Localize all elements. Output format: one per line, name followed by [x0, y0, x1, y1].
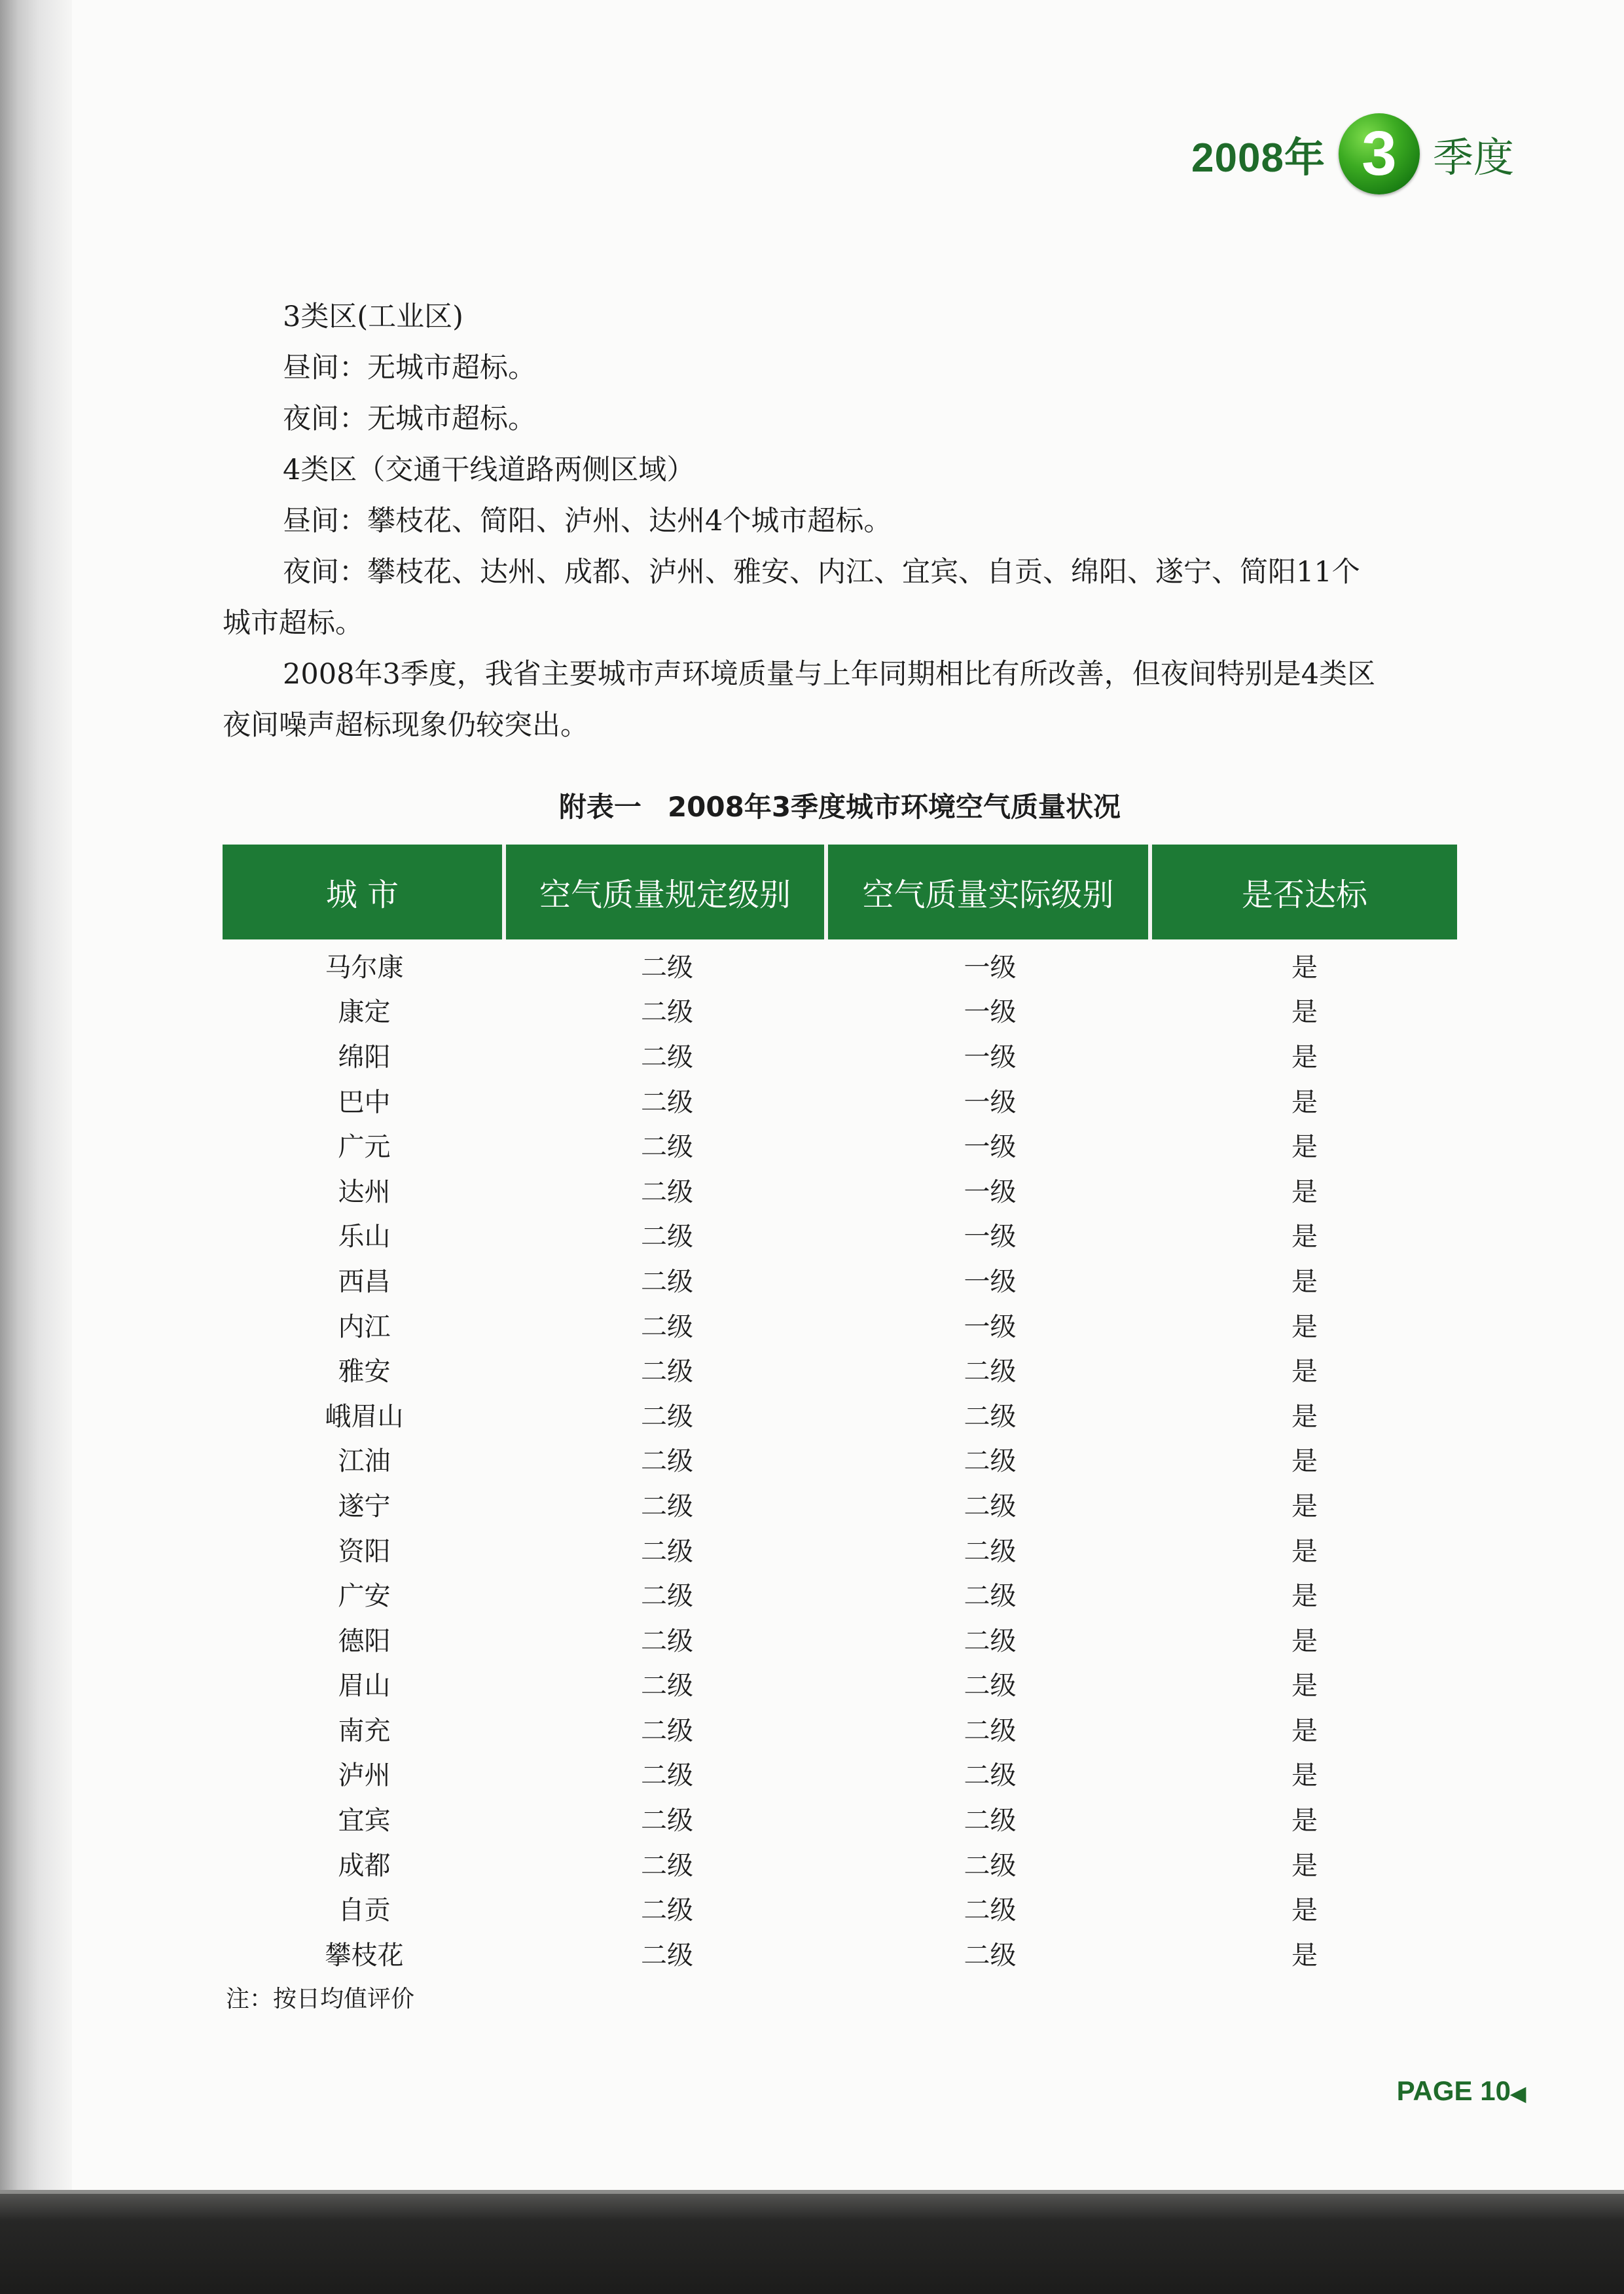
table-cell: 资阳	[338, 1536, 391, 1567]
table-cell: 康定	[338, 997, 391, 1028]
table-cell: 是	[1291, 1895, 1318, 1926]
table-cell: 二级	[641, 1311, 693, 1342]
table-cell: 是	[1291, 997, 1318, 1028]
table-cell: 二级	[641, 1536, 693, 1567]
table-cell: 一级	[964, 1176, 1017, 1207]
table-cell: 一级	[964, 1266, 1017, 1297]
body-text	[223, 291, 1460, 751]
table-cell: 是	[1291, 1581, 1318, 1612]
paragraph-line: 昼间：攀枝花、简阳、泸州、达州4个城市超标。	[283, 505, 892, 537]
table-cell: 二级	[641, 997, 693, 1028]
table-cell: 二级	[641, 1222, 693, 1252]
page-label: PAGE 10	[1396, 2075, 1511, 2106]
table-cell: 绵阳	[338, 1042, 391, 1072]
table-cell: 二级	[964, 1940, 1017, 1971]
page-number	[1397, 2075, 1526, 2107]
table-cell: 二级	[641, 1581, 693, 1612]
quarter-badge: 3	[1339, 113, 1420, 194]
table-cell: 二级	[964, 1491, 1017, 1521]
table-cell: 是	[1291, 1087, 1318, 1118]
table-cell: 是	[1291, 1132, 1318, 1163]
table-row	[223, 1167, 1457, 1212]
header-season: 季度	[1432, 133, 1514, 181]
table-cell: 成都	[338, 1850, 391, 1881]
table-cell: 二级	[964, 1895, 1017, 1926]
table-cell: 是	[1291, 1042, 1318, 1072]
table-row	[223, 1078, 1457, 1123]
table-row	[223, 1662, 1457, 1707]
table-cell: 江油	[338, 1446, 391, 1477]
table-cell: 是	[1291, 1401, 1318, 1432]
table-cell: 是	[1291, 1176, 1318, 1207]
table-cell: 峨眉山	[325, 1401, 404, 1432]
table-row	[223, 1931, 1457, 1976]
table-cell: 一级	[964, 952, 1017, 983]
table-cell: 二级	[964, 1356, 1017, 1387]
table-cell: 二级	[964, 1401, 1017, 1432]
table-cell: 是	[1291, 1222, 1318, 1252]
table-cell: 泸州	[338, 1760, 391, 1791]
paragraph-line: 夜间：攀枝花、达州、成都、泸州、雅安、内江、宜宾、自贡、绵阳、遂宁、简阳11个	[283, 556, 1360, 589]
table-header-cell: 空气质量规定级别	[506, 845, 828, 939]
table-cell: 自贡	[338, 1895, 391, 1926]
table-cell: 乐山	[338, 1222, 391, 1252]
table-cell: 是	[1291, 1626, 1318, 1656]
table-cell: 一级	[964, 1087, 1017, 1118]
table-cell: 一级	[964, 1311, 1017, 1342]
table-row	[223, 1796, 1457, 1841]
table-cell: 马尔康	[325, 952, 404, 983]
paragraph-line: 夜间噪声超标现象仍较突出。	[223, 709, 588, 742]
table-row	[223, 1392, 1457, 1437]
table-row	[223, 988, 1457, 1033]
table-row	[223, 1347, 1457, 1392]
table-row	[223, 1257, 1457, 1302]
table-cell: 二级	[641, 1042, 693, 1072]
paragraph-line: 4类区（交通干线道路两侧区域）	[283, 454, 695, 486]
table-caption-title: 2008年3季度城市环境空气质量状况	[667, 791, 1121, 823]
table-header-cell: 是否达标	[1241, 877, 1367, 913]
table-cell: 二级	[964, 1626, 1017, 1656]
table-cell: 二级	[641, 1356, 693, 1387]
table-cell: 内江	[338, 1311, 391, 1342]
table-cell: 二级	[641, 1715, 693, 1746]
scan-bottom-shadow	[0, 2190, 1624, 2294]
table-cell: 一级	[964, 1222, 1017, 1252]
table-cell: 眉山	[338, 1671, 391, 1702]
page-header	[1191, 111, 1514, 196]
table-cell: 二级	[641, 1401, 693, 1432]
table-cell: 是	[1291, 1940, 1318, 1971]
table-cell: 是	[1291, 952, 1318, 983]
paragraph-line: 夜间：无城市超标。	[283, 403, 536, 435]
table-cell: 是	[1291, 1266, 1318, 1297]
table-cell: 二级	[964, 1536, 1017, 1567]
table-cell: 是	[1291, 1311, 1318, 1342]
table-cell: 宜宾	[338, 1806, 391, 1836]
table-row	[223, 1841, 1457, 1886]
table-cell: 广元	[338, 1132, 391, 1163]
table-header-row	[223, 845, 1457, 939]
table-cell: 二级	[641, 1132, 693, 1163]
table-cell: 遂宁	[338, 1491, 391, 1521]
table-cell: 广安	[338, 1581, 391, 1612]
table-row	[223, 1482, 1457, 1527]
table-cell: 二级	[641, 1626, 693, 1656]
table-cell: 是	[1291, 1715, 1318, 1746]
table-row	[223, 1437, 1457, 1482]
table-cell: 是	[1291, 1491, 1318, 1521]
table-cell: 雅安	[338, 1356, 391, 1387]
table-cell: 是	[1291, 1806, 1318, 1836]
triangle-left-icon: ◀	[1510, 2083, 1526, 2105]
scan-spine-shadow	[0, 0, 72, 2294]
table-cell: 是	[1291, 1760, 1318, 1791]
table-cell: 二级	[641, 1446, 693, 1477]
table-cell: 二级	[964, 1760, 1017, 1791]
table-cell: 二级	[641, 1087, 693, 1118]
table-cell: 二级	[641, 1491, 693, 1521]
table-cell: 二级	[964, 1715, 1017, 1746]
table-row	[223, 1302, 1457, 1347]
table-caption-prefix: 附表一	[558, 791, 641, 823]
table-cell: 巴中	[338, 1087, 391, 1118]
table-cell: 攀枝花	[325, 1940, 404, 1971]
air-quality-table	[223, 845, 1457, 1976]
table-cell: 达州	[338, 1176, 391, 1207]
table-cell: 一级	[964, 1132, 1017, 1163]
table-header-cell: 城 市	[223, 845, 506, 939]
table-cell: 德阳	[338, 1626, 391, 1656]
table-row	[223, 1527, 1457, 1572]
table-cell: 二级	[641, 1266, 693, 1297]
table-row	[223, 1212, 1457, 1258]
table-cell: 是	[1291, 1356, 1318, 1387]
table-cell: 二级	[964, 1446, 1017, 1477]
table-row	[223, 1751, 1457, 1796]
paragraph-line: 昼间：无城市超标。	[283, 352, 536, 384]
table-cell: 二级	[964, 1806, 1017, 1836]
table-body	[223, 943, 1457, 1976]
table-cell: 二级	[641, 1895, 693, 1926]
table-caption	[223, 786, 1457, 825]
table-cell: 二级	[641, 1806, 693, 1836]
table-cell: 二级	[641, 1850, 693, 1881]
table-row	[223, 1032, 1457, 1078]
table-cell: 是	[1291, 1446, 1318, 1477]
table-cell: 二级	[641, 1671, 693, 1702]
table-row	[223, 943, 1457, 988]
table-cell: 二级	[641, 952, 693, 983]
table-row	[223, 1571, 1457, 1616]
table-note: 注：按日均值评价	[226, 1986, 415, 2012]
table-cell: 二级	[964, 1850, 1017, 1881]
paragraph-line: 3类区(工业区)	[283, 300, 463, 333]
table-cell: 西昌	[338, 1266, 391, 1297]
table-cell: 是	[1291, 1671, 1318, 1702]
header-year: 2008年	[1191, 135, 1326, 181]
table-cell: 二级	[641, 1176, 693, 1207]
table-row	[223, 1122, 1457, 1167]
table-cell: 二级	[964, 1671, 1017, 1702]
paragraph-line: 城市超标。	[223, 607, 363, 640]
table-cell: 是	[1291, 1536, 1318, 1567]
table-cell: 一级	[964, 997, 1017, 1028]
table-row	[223, 1616, 1457, 1662]
table-header-cell: 空气质量实际级别	[828, 845, 1152, 939]
paragraph-line: 2008年3季度，我省主要城市声环境质量与上年同期相比有所改善，但夜间特别是4类区	[283, 658, 1376, 691]
table-cell: 二级	[641, 1760, 693, 1791]
table-cell: 一级	[964, 1042, 1017, 1072]
table-row	[223, 1885, 1457, 1931]
table-cell: 南充	[338, 1715, 391, 1746]
table-cell: 二级	[964, 1581, 1017, 1612]
table-cell: 是	[1291, 1850, 1318, 1881]
table-row	[223, 1706, 1457, 1751]
table-cell: 二级	[641, 1940, 693, 1971]
